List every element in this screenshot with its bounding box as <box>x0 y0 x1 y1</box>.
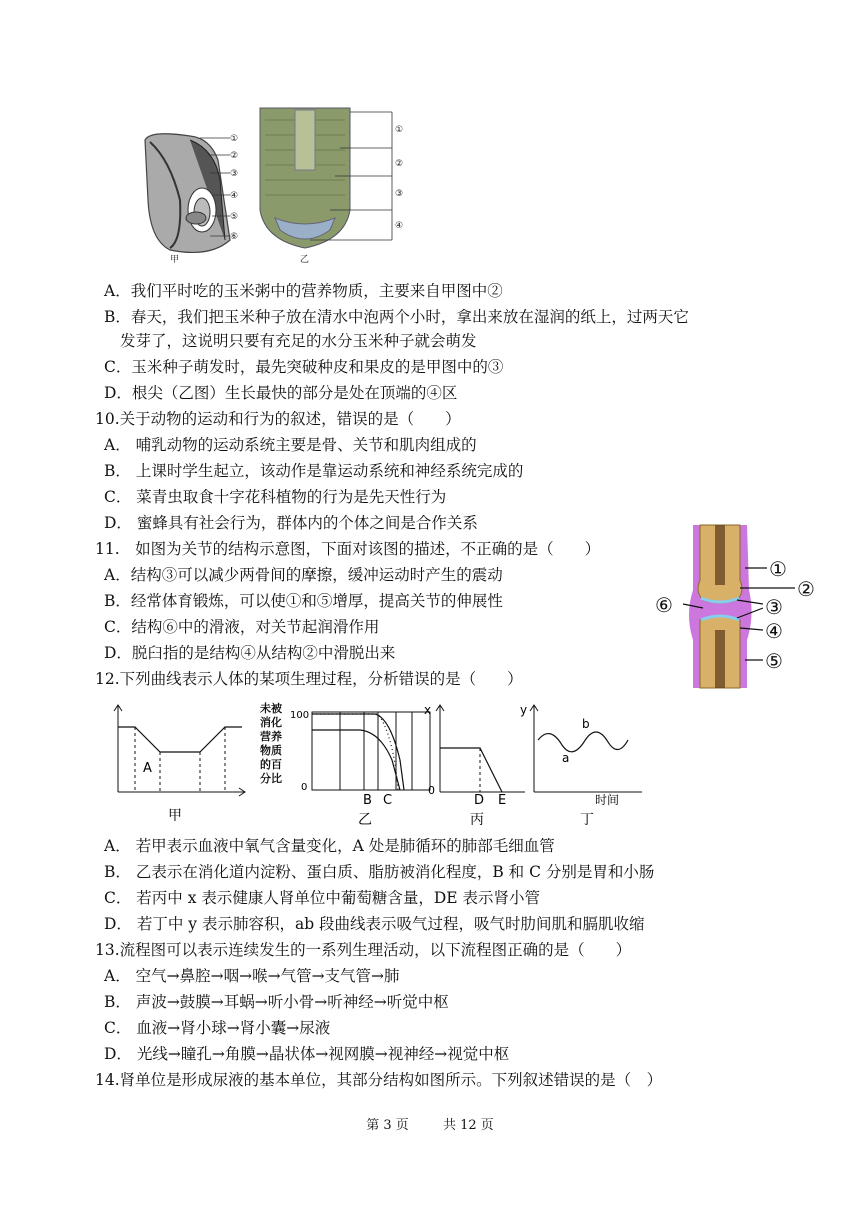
graph-yi-y0: 0 <box>301 782 308 793</box>
graph-yi-ylabel-4: 物质 <box>260 744 282 757</box>
graph-jia-label-a: A <box>143 761 152 776</box>
q12-option-d: D． 若丁中 y 表示肺容积，ab 段曲线表示吸气过程，吸气时肋间肌和膈肌收缩 <box>104 915 645 933</box>
q11-option-a: A．结构③可以减少两骨间的摩擦，缓冲运动时产生的震动 <box>104 566 503 584</box>
q13-stem: 13.流程图可以表示连续发生的一系列生理活动，以下流程图正确的是（ ） <box>95 941 632 959</box>
q13-option-c: C． 血液→肾小球→肾小囊→尿液 <box>104 1019 331 1037</box>
graph-ding-label-a: a <box>562 751 570 765</box>
joint-label-3: ③ <box>765 595 783 619</box>
graph-yi-ylabel-6: 分比 <box>260 772 282 785</box>
seed-roottip-figure <box>130 100 420 265</box>
q9-option-a: A．我们平时吃的玉米粥中的营养物质，主要来自甲图中② <box>104 282 503 300</box>
graph-yi-ylabel-1: 未被 <box>260 702 282 715</box>
seed-label-6: ⑥ <box>230 232 239 242</box>
graph-jia <box>114 705 245 796</box>
q13-option-b: B． 声波→鼓膜→耳蜗→听小骨→听神经→听觉中枢 <box>104 993 449 1011</box>
q13-option-a: A． 空气→鼻腔→咽→喉→气管→支气管→肺 <box>104 967 400 985</box>
graph-ding-label-b: b <box>582 717 590 731</box>
joint-label-1: ① <box>769 557 787 581</box>
graph-ding-y: y <box>520 703 528 717</box>
graph-bing <box>436 703 528 792</box>
graph-yi-ylabel-5: 的百 <box>260 758 282 771</box>
graph-yi-ylabel-2: 消化 <box>260 716 282 729</box>
q10-option-a: A． 哺乳动物的运动系统主要是骨、关节和肌肉组成的 <box>104 436 477 454</box>
root-label-3: ③ <box>395 189 404 199</box>
graph-ding-time: 时间 <box>595 793 620 807</box>
root-tip-diagram <box>260 108 350 248</box>
q12-graphs <box>110 700 650 825</box>
graph-yi-ylabel-3: 营养 <box>260 730 282 743</box>
joint-label-6: ⑥ <box>655 593 673 617</box>
q10-option-d: D． 蜜蜂具有社会行为，群体内的个体之间是合作关系 <box>104 514 478 532</box>
joint-label-5: ⑤ <box>765 649 783 673</box>
seed-label-3: ③ <box>230 169 239 179</box>
q10-stem: 10.关于动物的运动和行为的叙述，错误的是（ ） <box>95 410 461 428</box>
q11-option-b: B．经常体育锻炼，可以使①和⑤增厚，提高关节的伸展性 <box>104 592 503 610</box>
q11-option-c: C．结构⑥中的滑液，对关节起润滑作用 <box>104 618 380 636</box>
graph-yi <box>312 712 430 790</box>
q13-option-d: D． 光线→瞳孔→角膜→晶状体→视网膜→视神经→视觉中枢 <box>104 1045 510 1063</box>
seed-label-5: ⑤ <box>230 212 239 222</box>
graph-bing-zero: 0 <box>428 784 435 797</box>
q10-option-c: C． 菜青虫取食十字花科植物的行为是先天性行为 <box>104 488 447 506</box>
seed-label-4: ④ <box>230 191 239 201</box>
seed-label-2: ② <box>230 151 239 161</box>
graph-bing-x: x <box>424 703 432 717</box>
root-label-4: ④ <box>395 221 404 231</box>
graph-bing-caption: 丙 <box>470 812 484 825</box>
q11-option-d: D．脱臼指的是结构④从结构②中滑脱出来 <box>104 644 396 662</box>
q14-stem: 14.肾单位是形成尿液的基本单位，其部分结构如图所示。下列叙述错误的是（ ） <box>95 1071 663 1089</box>
page-footer <box>0 1114 860 1133</box>
joint-label-4: ④ <box>765 619 783 643</box>
q11-stem: 11. 如图为关节的结构示意图，下面对该图的描述，不正确的是（ ） <box>95 540 601 558</box>
page-total: 共 12 页 <box>442 1118 494 1133</box>
graph-bing-label-d: D <box>474 793 485 808</box>
graph-yi-label-c: C <box>383 793 393 808</box>
q9-option-b-line1: B．春天，我们把玉米种子放在清水中泡两个小时，拿出来放在湿润的纸上，过两天它 <box>104 308 689 326</box>
q9-option-d: D．根尖（乙图）生长最快的部分是处在顶端的④区 <box>104 384 458 402</box>
q12-stem: 12.下列曲线表示人体的某项生理过程，分析错误的是（ ） <box>95 670 523 688</box>
q12-option-a: A． 若甲表示血液中氧气含量变化，A 处是肺循环的肺部毛细血管 <box>104 837 555 855</box>
q12-option-b: B． 乙表示在消化道内淀粉、蛋白质、脂肪被消化程度，B 和 C 分别是胃和小肠 <box>104 863 655 881</box>
graph-yi-y100: 100 <box>290 710 310 721</box>
root-label-2: ② <box>395 159 404 169</box>
q9-option-c: C．玉米种子萌发时，最先突破种皮和果皮的是甲图中的③ <box>104 358 504 376</box>
seed-caption-jia: 甲 <box>170 255 180 265</box>
root-caption-yi: 乙 <box>300 255 310 265</box>
page-number: 第 3 页 <box>366 1118 409 1133</box>
q9-option-b-line2: 发芽了，这说明只要有充足的水分玉米种子就会萌发 <box>120 332 477 350</box>
graph-jia-caption: 甲 <box>168 808 182 824</box>
joint-label-2: ② <box>797 577 815 601</box>
graph-ding-caption: 丁 <box>580 812 594 825</box>
joint-figure <box>645 520 845 690</box>
q10-option-b: B． 上课时学生起立，该动作是靠运动系统和神经系统完成的 <box>104 462 524 480</box>
graph-yi-caption: 乙 <box>358 812 372 825</box>
seed-label-1: ① <box>230 134 239 144</box>
root-label-1: ① <box>395 125 404 135</box>
corn-seed-diagram <box>145 134 230 253</box>
graph-bing-label-e: E <box>498 793 507 808</box>
q12-option-c: C． 若丙中 x 表示健康人肾单位中葡萄糖含量，DE 表示肾小管 <box>104 889 541 907</box>
graph-yi-label-b: B <box>363 793 372 808</box>
